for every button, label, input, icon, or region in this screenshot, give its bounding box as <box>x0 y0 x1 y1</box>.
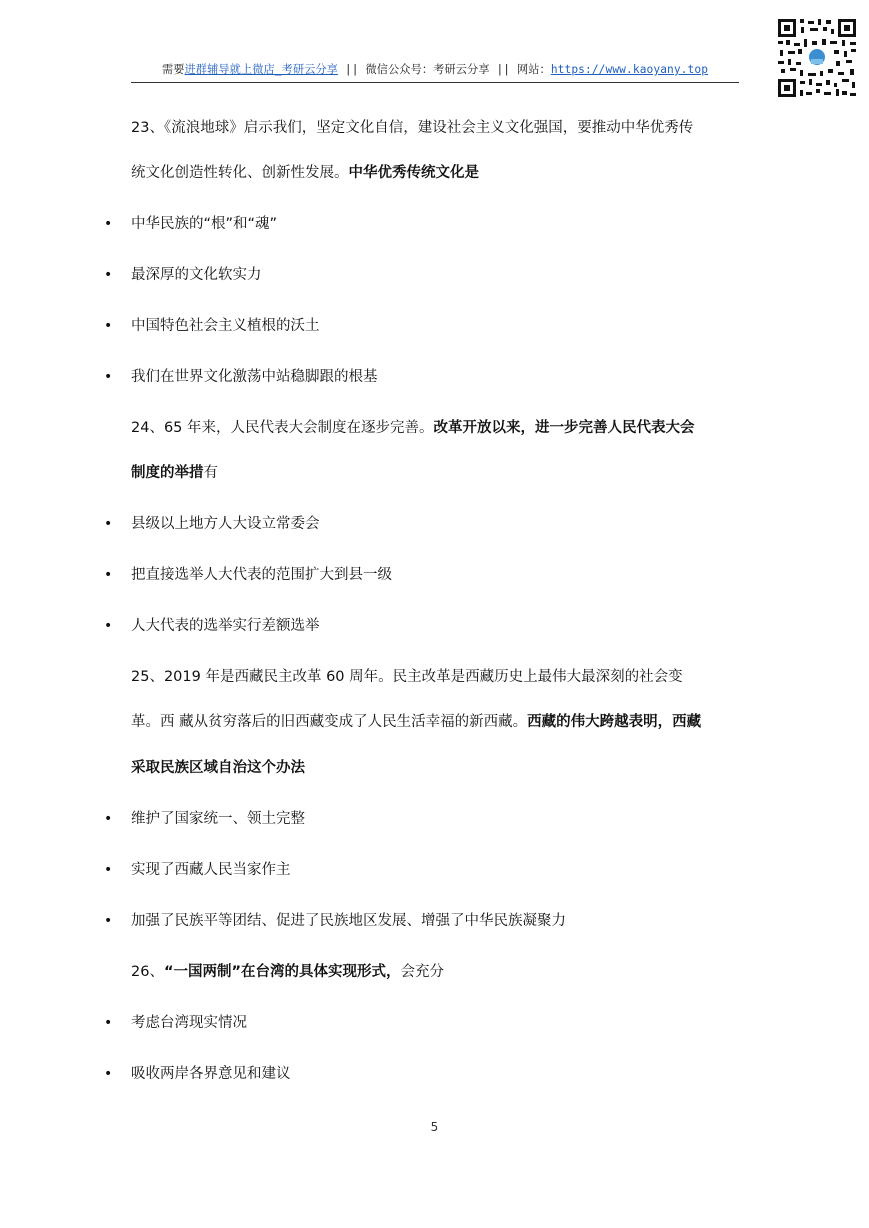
question-25-text <box>131 758 305 778</box>
list-item: 吸收两岸各界意见和建议 <box>131 1066 291 1082</box>
question-24-text-plain: 有 <box>203 465 218 481</box>
question-26-text-plain: 会充分 <box>400 964 445 980</box>
question-24-text <box>131 463 218 483</box>
question-24-bold-text: 制度的举措 <box>131 465 204 481</box>
bullet-icon <box>104 565 112 585</box>
question-26-bold-text: “一国两制”在台湾的具体实现形式， <box>163 964 401 980</box>
website-link[interactable]: https://www.kaoyany.top <box>550 63 709 76</box>
list-item: 中华民族的“根”和“魂” <box>131 216 278 232</box>
header-prefix: 需要 <box>161 63 185 76</box>
question-23-bold-text: 中华优秀传统文化是 <box>348 165 479 181</box>
list-item: 中国特色社会主义植根的沃土 <box>131 318 320 334</box>
list-item: 考虑台湾现实情况 <box>131 1015 247 1031</box>
question-23-text <box>131 163 479 183</box>
question-23-text: 23、《流浪地球》启示我们，坚定文化自信，建设社会主义文化强国，要推动中华优秀传 <box>131 120 694 136</box>
list-item: 人大代表的选举实行差额选举 <box>131 618 320 634</box>
list-item: 实现了西藏人民当家作主 <box>131 862 291 878</box>
bullet-icon <box>104 809 112 829</box>
list-item: 县级以上地方人大设立常委会 <box>131 516 320 532</box>
website-label: 网站： <box>516 63 551 76</box>
wechat-shop-link[interactable]: 进群辅导就上微店_考研云分享 <box>184 63 339 76</box>
question-26-number: 26、 <box>131 964 164 980</box>
bullet-icon <box>104 265 112 285</box>
bullet-icon <box>104 514 112 534</box>
question-25-bold-text: 西藏的伟大跨越表明，西藏 <box>527 714 702 730</box>
page-number: 5 <box>430 1120 439 1134</box>
bullet-icon <box>104 1013 112 1033</box>
qr-code-icon <box>776 17 858 99</box>
list-item: 把直接选举人大代表的范围扩大到县一级 <box>131 567 392 583</box>
page-header <box>131 63 739 83</box>
bullet-icon <box>104 214 112 234</box>
question-24-bold-text: 改革开放以来，进一步完善人民代表大会 <box>433 420 695 436</box>
question-23-text-plain: 统文化创造性转化、创新性发展。 <box>131 165 349 181</box>
bullet-icon <box>104 367 112 387</box>
wechat-account-text: 微信公众号：考研云分享 <box>365 63 490 76</box>
bullet-icon <box>104 860 112 880</box>
bullet-icon <box>104 911 112 931</box>
bullet-icon <box>104 316 112 336</box>
list-item: 最深厚的文化软实力 <box>131 267 262 283</box>
question-25-text-plain: 革。西 藏从贫穷落后的旧西藏变成了人民生活幸福的新西藏。 <box>131 714 528 730</box>
header-separator: || <box>489 63 517 76</box>
question-24-text-plain: 24、65 年来，人民代表大会制度在逐步完善。 <box>131 420 434 436</box>
header-separator: || <box>338 63 366 76</box>
list-item: 加强了民族平等团结、促进了民族地区发展、增强了中华民族凝聚力 <box>131 913 566 929</box>
question-26-text <box>131 962 444 982</box>
bullet-icon <box>104 616 112 636</box>
bullet-icon <box>104 1064 112 1084</box>
list-item: 维护了国家统一、领土完整 <box>131 811 305 827</box>
question-24-text <box>131 418 695 438</box>
question-25-bold-text: 采取民族区域自治这个办法 <box>131 760 305 776</box>
question-25-text: 25、2019 年是西藏民主改革 60 周年。民主改革是西藏历史上最伟大最深刻的社会变 <box>131 669 683 685</box>
question-25-text <box>131 712 701 732</box>
list-item: 我们在世界文化激荡中站稳脚跟的根基 <box>131 369 378 385</box>
